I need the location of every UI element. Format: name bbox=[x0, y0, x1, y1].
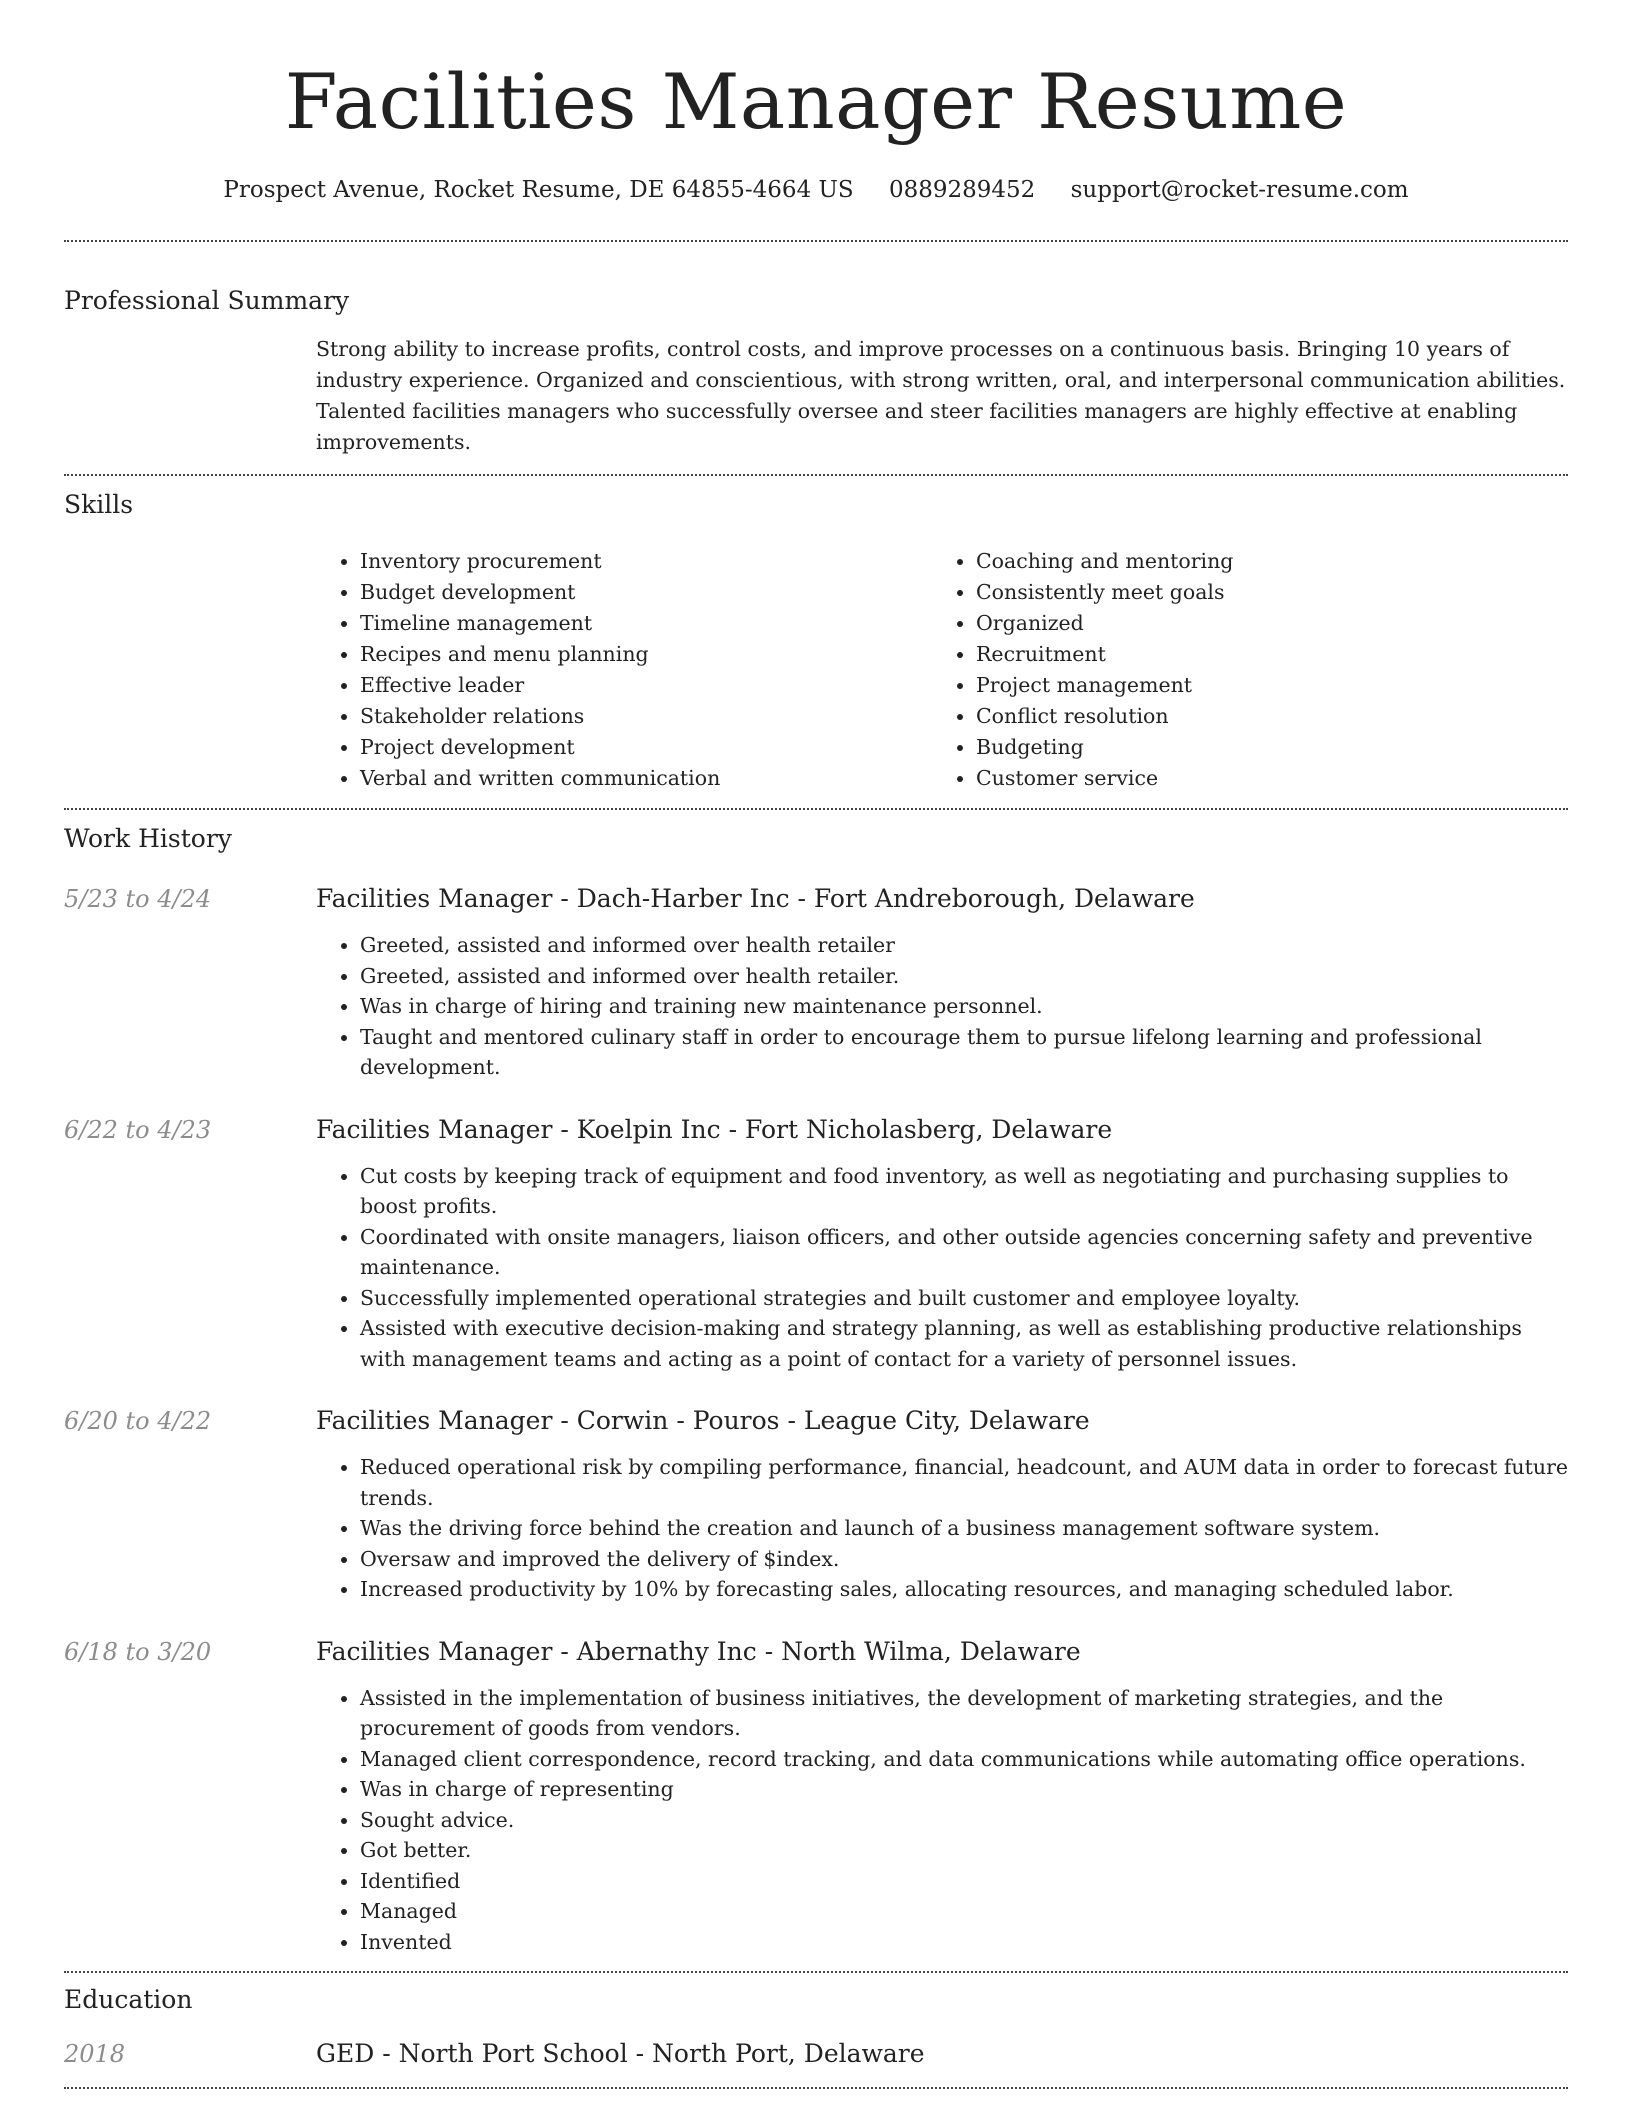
contact-phone: 0889289452 bbox=[888, 177, 1036, 203]
job-dates: 6/20 to 4/22 bbox=[64, 1407, 212, 1435]
divider bbox=[64, 240, 1568, 242]
contact-line bbox=[64, 174, 1568, 206]
education-heading: Education bbox=[64, 1985, 193, 2014]
job-title: Facilities Manager - Dach-Harber Inc - Fort Andreborough, Delaware bbox=[316, 884, 1195, 913]
job-bullets bbox=[316, 1161, 1568, 1375]
education-title: GED - North Port School - North Port, Delaware bbox=[316, 2039, 925, 2068]
job-dates: 6/18 to 3/20 bbox=[64, 1637, 212, 1666]
job-header bbox=[64, 1635, 1568, 1669]
skill-item: • Budget development bbox=[360, 577, 932, 608]
job-bullet: • Reduced operational risk by compiling performance, financial, headcount, and AUM data in order to forecast future trends. bbox=[360, 1452, 1568, 1513]
skill-item: • Organized bbox=[976, 608, 1548, 639]
job-bullet: • Assisted with executive decision-making and strategy planning, as well as establishing productive relationships with management teams and acting as a point of contact for a variety of personnel issues. bbox=[360, 1313, 1568, 1374]
job-bullet: • Greeted, assisted and informed over health retailer. bbox=[360, 961, 1568, 992]
job-dates: 6/22 to 4/23 bbox=[64, 1115, 212, 1144]
skill-item: • Project management bbox=[976, 670, 1548, 701]
skill-item: • Timeline management bbox=[360, 608, 932, 639]
job-entry bbox=[64, 882, 1568, 1083]
divider bbox=[64, 1971, 1568, 1973]
education-entry bbox=[64, 2037, 1568, 2071]
job-bullet: • Sought advice. bbox=[360, 1805, 1568, 1836]
job-bullet: • Greeted, assisted and informed over health retailer bbox=[360, 930, 1568, 961]
job-dates: 5/23 to 4/24 bbox=[64, 885, 212, 913]
job-bullet: • Oversaw and improved the delivery of $index. bbox=[360, 1544, 1568, 1575]
divider bbox=[64, 2087, 1568, 2089]
contact-address: Prospect Avenue, Rocket Resume, DE 64855-4664 US bbox=[223, 177, 854, 203]
skill-item: • Consistently meet goals bbox=[976, 577, 1548, 608]
job-bullet: • Cut costs by keeping track of equipment and food inventory, as well as negotiating and purchasing supplies to boost profits. bbox=[360, 1161, 1568, 1222]
skills-columns bbox=[316, 546, 1568, 794]
job-entry bbox=[64, 1404, 1568, 1605]
job-header bbox=[64, 1113, 1568, 1147]
skill-item: • Project development bbox=[360, 732, 932, 763]
job-bullet: • Managed bbox=[360, 1896, 1568, 1927]
contact-email: support@rocket-resume.com bbox=[1070, 177, 1409, 203]
job-title: Facilities Manager - Corwin - Pouros - League City, Delaware bbox=[316, 1406, 1090, 1435]
job-bullet: • Invented bbox=[360, 1927, 1568, 1958]
education-year: 2018 bbox=[64, 2040, 126, 2068]
job-header bbox=[64, 1404, 1568, 1438]
skill-item: • Effective leader bbox=[360, 670, 932, 701]
job-entry bbox=[64, 1635, 1568, 1958]
skill-item: • Customer service bbox=[976, 763, 1548, 794]
work-history-heading: Work History bbox=[64, 824, 232, 853]
divider bbox=[64, 474, 1568, 476]
job-bullets bbox=[316, 1452, 1568, 1605]
skills-list-left bbox=[316, 546, 932, 794]
resume-title: Facilities Manager Resume bbox=[284, 57, 1348, 146]
skill-item: • Recipes and menu planning bbox=[360, 639, 932, 670]
job-bullet: • Taught and mentored culinary staff in order to encourage them to pursue lifelong learning and professional development. bbox=[360, 1022, 1568, 1083]
job-title: Facilities Manager - Koelpin Inc - Fort Nicholasberg, Delaware bbox=[316, 1114, 1113, 1144]
skill-item: • Coaching and mentoring bbox=[976, 546, 1548, 577]
job-bullet: • Was in charge of representing bbox=[360, 1774, 1568, 1805]
job-title: Facilities Manager - Abernathy Inc - North Wilma, Delaware bbox=[316, 1636, 1081, 1666]
skill-item: • Verbal and written communication bbox=[360, 763, 932, 794]
skills-heading: Skills bbox=[64, 490, 134, 519]
skill-item: • Recruitment bbox=[976, 639, 1548, 670]
summary-text: Strong ability to increase profits, control costs, and improve processes on a continuous basis. Bringing 10 years of industry experience. Organized and conscientious, with strong written, oral, and interpersonal communication abilities. Talented facilities managers who successfully oversee and steer facilities managers are highly effective at enabling improvements. bbox=[316, 337, 1566, 454]
summary-heading: Professional Summary bbox=[64, 286, 350, 315]
job-bullet: • Coordinated with onsite managers, liaison officers, and other outside agencies concerning safety and preventive maintenance. bbox=[360, 1222, 1568, 1283]
job-bullet: • Identified bbox=[360, 1866, 1568, 1897]
job-header bbox=[64, 882, 1568, 916]
skill-item: • Conflict resolution bbox=[976, 701, 1548, 732]
skill-item: • Inventory procurement bbox=[360, 546, 932, 577]
skill-item: • Budgeting bbox=[976, 732, 1548, 763]
job-bullet: • Successfully implemented operational strategies and built customer and employee loyalty. bbox=[360, 1283, 1568, 1314]
job-entry bbox=[64, 1113, 1568, 1375]
job-bullets bbox=[316, 930, 1568, 1083]
job-bullet: • Was in charge of hiring and training new maintenance personnel. bbox=[360, 991, 1568, 1022]
job-bullets bbox=[316, 1683, 1568, 1958]
job-bullet: • Increased productivity by 10% by forecasting sales, allocating resources, and managing scheduled labor. bbox=[360, 1574, 1568, 1605]
job-bullet: • Managed client correspondence, record tracking, and data communications while automating office operations. bbox=[360, 1744, 1568, 1775]
divider bbox=[64, 808, 1568, 810]
job-bullet: • Was the driving force behind the creation and launch of a business management software system. bbox=[360, 1513, 1568, 1544]
job-bullet: • Assisted in the implementation of business initiatives, the development of marketing strategies, and the procurement of goods from vendors. bbox=[360, 1683, 1568, 1744]
skill-item: • Stakeholder relations bbox=[360, 701, 932, 732]
skills-list-right bbox=[932, 546, 1548, 794]
job-bullet: • Got better. bbox=[360, 1835, 1568, 1866]
